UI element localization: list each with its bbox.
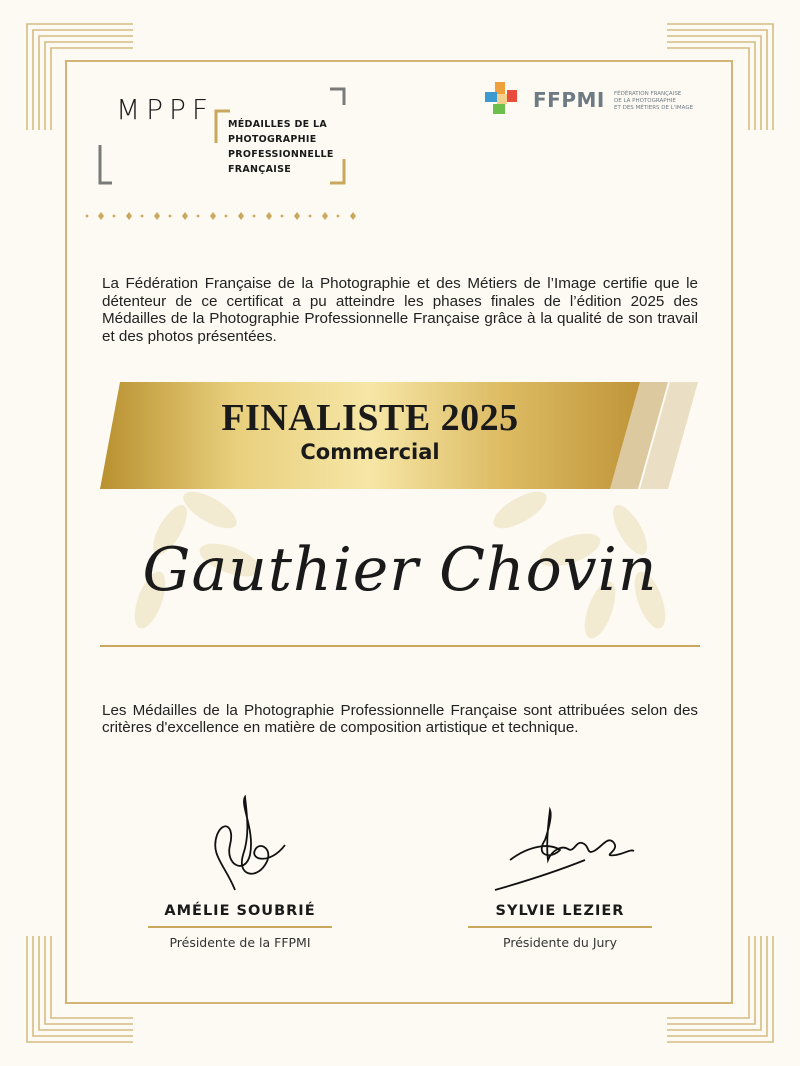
mppf-tagline: [228, 117, 334, 177]
name-underline: [100, 645, 700, 647]
ornamental-divider: [84, 210, 364, 222]
signatory-name: SYLVIE LEZIER: [495, 903, 625, 919]
ffpmi-tagline: [614, 91, 693, 112]
ffpmi-line: FÉDÉRATION FRANÇAISE: [614, 91, 682, 97]
signature-sylvie-lezier: [490, 805, 640, 895]
signature-amelie-soubrie: [195, 795, 295, 895]
mppf-wordmark: MPPF: [116, 93, 215, 126]
signatory-role: Présidente du Jury: [503, 935, 617, 950]
award-criteria-text: Les Médailles de la Photographie Professionnelle Française sont attribuées selon des critères d'excellence en matière de composition artistique et technique.: [102, 702, 698, 736]
mppf-logo: [98, 87, 348, 187]
mppf-line: MÉDAILLES DE LA: [228, 119, 328, 130]
signatory-role: Présidente de la FFPMI: [169, 935, 311, 950]
bracket-icon: [98, 145, 114, 185]
ffpmi-emblem-icon: [483, 80, 523, 120]
recipient-name: Gauthier Chovin: [142, 535, 658, 605]
ffpmi-line: DE LA PHOTOGRAPHIE: [614, 98, 676, 104]
banner-category: Commercial: [300, 440, 440, 464]
ffpmi-wordmark: FFPMI: [533, 88, 605, 112]
mppf-line: PHOTOGRAPHIE: [228, 134, 317, 145]
bracket-icon: [330, 87, 346, 107]
signature-underline: [148, 926, 332, 928]
mppf-line: FRANÇAISE: [228, 164, 291, 175]
mppf-line: PROFESSIONNELLE: [228, 149, 334, 160]
signatory-name: AMÉLIE SOUBRIÉ: [164, 903, 316, 919]
banner-title: FINALISTE 2025: [221, 397, 519, 439]
ffpmi-line: ET DES MÉTIERS DE L'IMAGE: [614, 105, 694, 111]
certification-text: La Fédération Française de la Photographie et des Métiers de l’Image certifie que le détenteur de ce certificat a pu atteindre les phases finales de l’édition 2025 des Médailles de la Photographie Professionnelle Française grâce à la qualité de son travail et des photos présentées.: [102, 275, 698, 345]
signature-underline: [468, 926, 652, 928]
ffpmi-logo: [483, 80, 713, 120]
